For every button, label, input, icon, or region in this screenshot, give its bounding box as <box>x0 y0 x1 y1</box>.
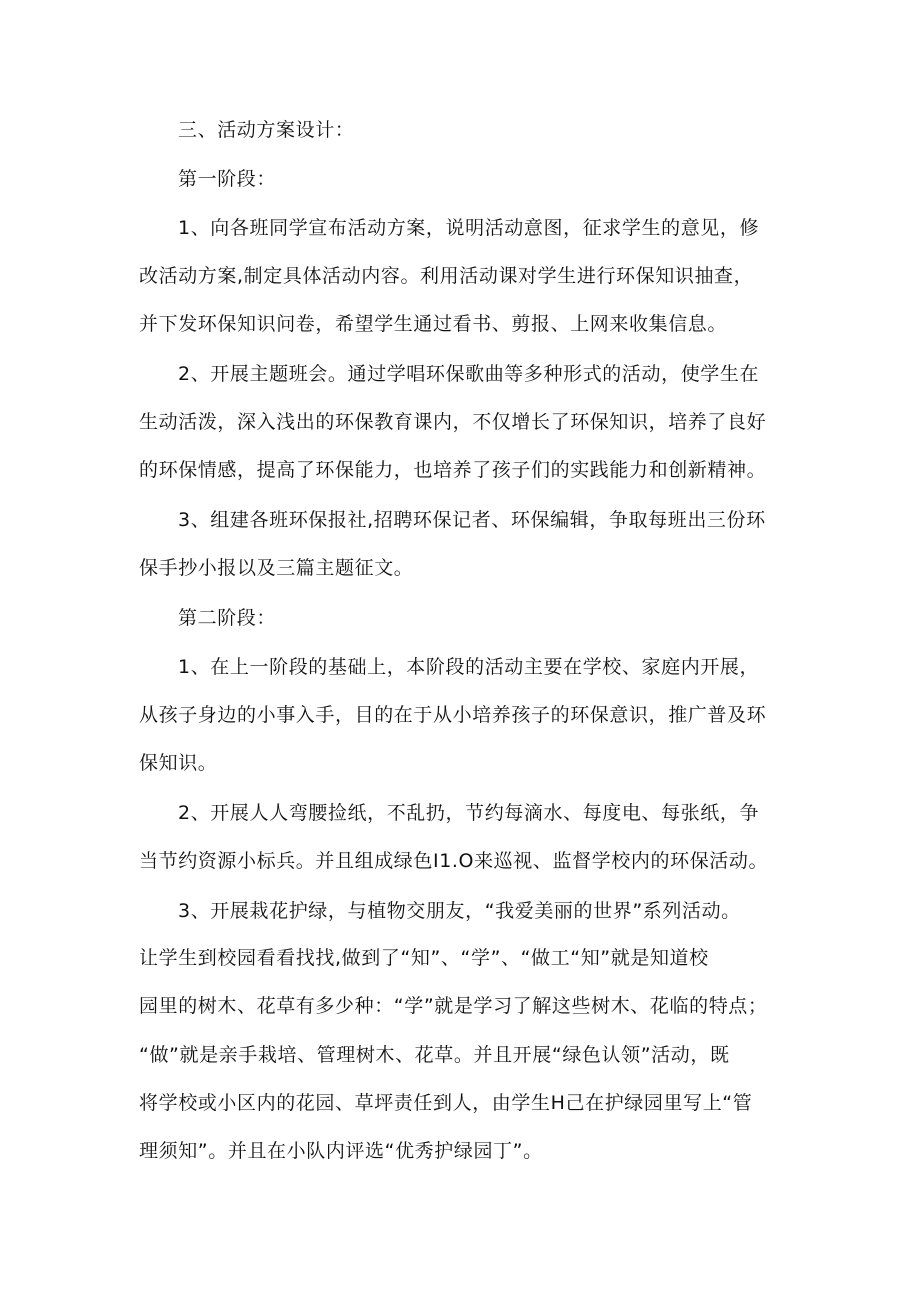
paragraph-line: “做”就是亲手栽培、管理树木、花草。并且开展“绿色认领”活动，既 <box>139 1044 730 1066</box>
paragraph-line: 改活动方案,制定具体活动内容。利用活动课对学生进行环保知识抽查， <box>139 265 754 287</box>
paragraph-line: 理须知”。并且在小队内评选“优秀护绿园丁”。 <box>139 1140 543 1162</box>
paragraph-line: 当节约资源小标兵。并且组成绿色I1.O来巡视、监督学校内的环保活动。 <box>139 850 769 872</box>
paragraph-line: 3、组建各班环保报社,招聘环保记者、环保编辑，争取每班出三份环 <box>178 509 766 531</box>
paragraph-line: 并下发环保知识问卷，希望学生通过看书、剪报、上网来收集信息。 <box>139 313 728 335</box>
paragraph-line: 从孩子身边的小事入手，目的在于从小培养孩子的环保意识，推广普及环 <box>139 704 767 726</box>
paragraph-line: 生动活泼，深入浅出的环保教育课内，不仅增长了环保知识，培养了良好 <box>139 411 767 433</box>
paragraph-line: 园里的树木、花草有多少种：“学”就是学习了解这些树木、花临的特点； <box>139 995 768 1017</box>
stage1-title: 第一阶段： <box>178 168 277 190</box>
paragraph-line: 保手抄小报以及三篇主题征文。 <box>139 557 414 579</box>
paragraph-line: 保知识。 <box>139 752 218 774</box>
paragraph-line: 1、在上一阶段的基础上，本阶段的活动主要在学校、家庭内开展， <box>178 656 760 678</box>
section-heading: 三、活动方案设计： <box>178 119 355 141</box>
paragraph-line: 2、开展人人弯腰捡纸，不乱扔，节约每滴水、每度电、每张纸，争 <box>178 802 760 824</box>
paragraph-line: 3、开展栽花护绿，与植物交朋友，“我爱美丽的世界”系列活动。 <box>178 900 741 922</box>
paragraph-line: 的环保情感，提高了环保能力，也培养了孩子们的实践能力和创新精神。 <box>139 459 767 481</box>
paragraph-line: 1、向各班同学宣布活动方案，说明活动意图，征求学生的意见，修 <box>178 217 760 239</box>
paragraph-line: 将学校或小区内的花园、草坪责任到人，由学生H己在护绿园里写上“管 <box>139 1092 753 1114</box>
stage2-title: 第二阶段： <box>178 607 277 629</box>
paragraph-line: 让学生到校园看看找找,做到了“知”、“学”、“做工“知”就是知道校 <box>139 947 709 969</box>
paragraph-line: 2、开展主题班会。通过学唱环保歌曲等多种形式的活动，使学生在 <box>178 363 760 385</box>
